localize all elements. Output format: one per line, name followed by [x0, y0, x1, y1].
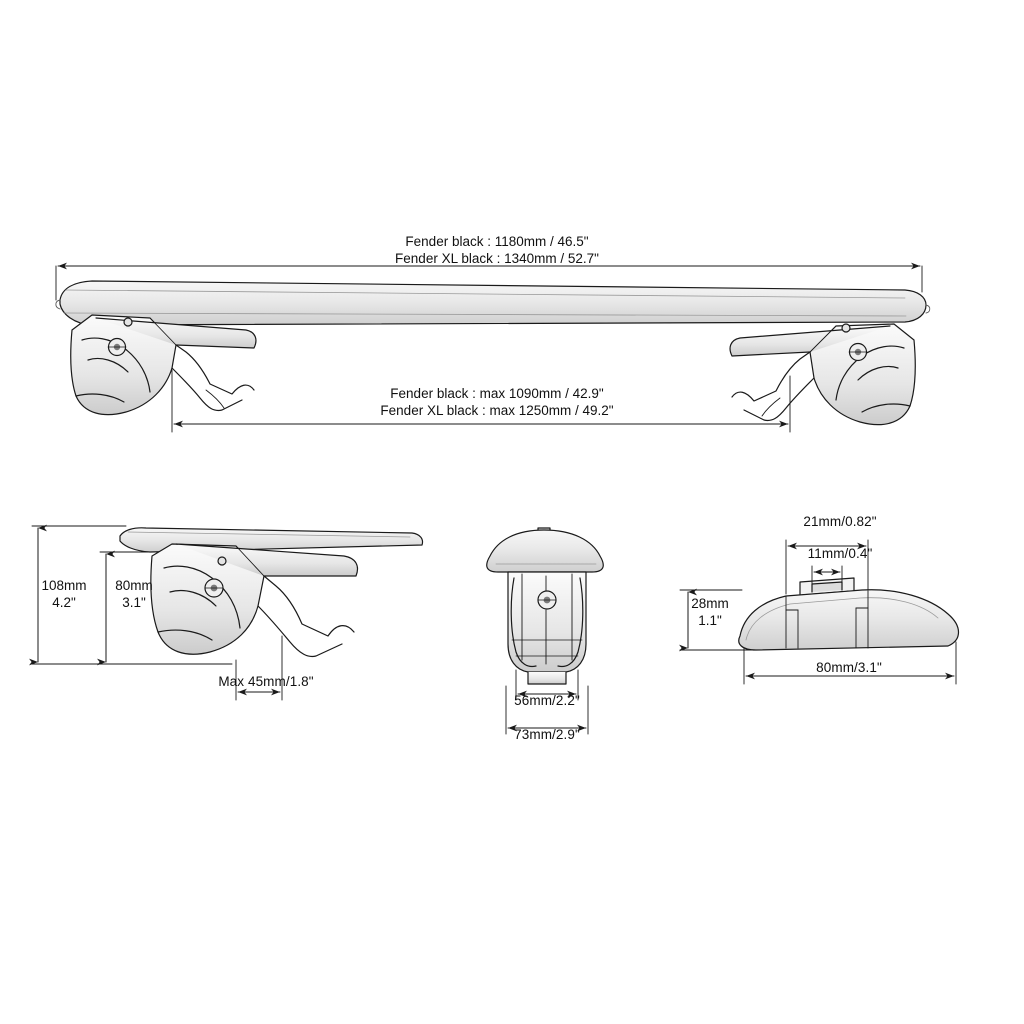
inner-width-label: 56mm/2.2" — [514, 693, 580, 708]
section-width-label: 80mm/3.1" — [816, 660, 882, 675]
height-108mm-inch: 4.2" — [52, 595, 76, 610]
front-view-foot — [487, 528, 604, 684]
outer-width-label: 73mm/2.9" — [514, 727, 580, 742]
section-height-inch: 1.1" — [698, 613, 722, 628]
dimension-max45mm — [236, 636, 282, 700]
max-depth-label: Max 45mm/1.8" — [218, 674, 314, 689]
section-height-label — [691, 595, 729, 629]
right-foot — [730, 324, 915, 425]
span-line1: Fender black : max 1090mm / 42.9" — [390, 386, 604, 401]
height-80mm-inch: 3.1" — [122, 595, 146, 610]
height-80mm-value: 80mm — [115, 578, 153, 593]
overall-length-label — [395, 233, 599, 267]
span-label — [380, 385, 613, 419]
overall-length-line1: Fender black : 1180mm / 46.5" — [405, 234, 589, 249]
bar-cross-section — [739, 578, 959, 650]
side-view-foot — [120, 528, 423, 657]
height-108mm-value: 108mm — [41, 578, 87, 593]
slot-outer-label: 21mm/0.82" — [803, 514, 877, 529]
left-foot — [71, 315, 256, 415]
section-height-value: 28mm — [691, 596, 729, 611]
span-line2: Fender XL black : max 1250mm / 49.2" — [380, 403, 614, 418]
overall-length-line2: Fender XL black : 1340mm / 52.7" — [395, 251, 599, 266]
height-80mm-label — [115, 577, 153, 611]
slot-inner-label: 11mm/0.4" — [807, 546, 873, 561]
height-108mm-label — [41, 577, 86, 611]
